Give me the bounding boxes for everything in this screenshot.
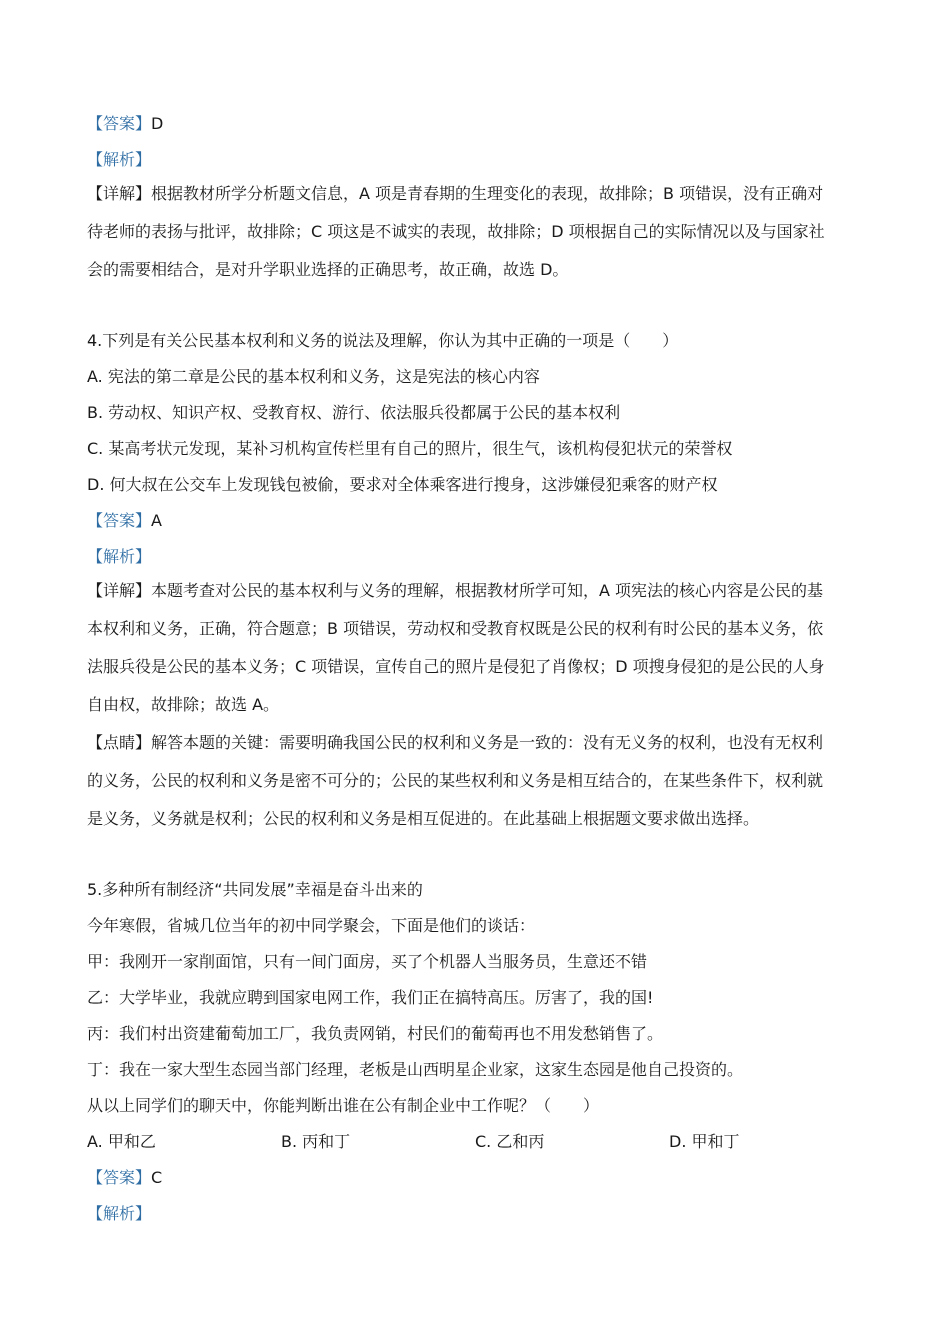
- q4-option-a: A. 宪法的第二章是公民的基本权利和义务，这是宪法的核心内容: [87, 367, 540, 386]
- q5-text-line: 丁：我在一家大型生态园当部门经理，老板是山西明星企业家，这家生态园是他自己投资的。: [87, 1060, 744, 1079]
- q4-option-d: D. 何大叔在公交车上发现钱包被偷，要求对全体乘客进行搜身，这涉嫌侵犯乘客的财产权: [87, 475, 718, 494]
- analysis-tag: 【解析】: [87, 1204, 152, 1223]
- q5-options: [87, 1130, 865, 1154]
- q5-analysis-tag: [87, 1202, 865, 1226]
- q4-option-b: B. 劳动权、知识产权、受教育权、游行、依法服兵役都属于公民的基本权利: [87, 403, 621, 422]
- answer-tag: 【答案】: [87, 511, 152, 530]
- answer-tag: 【答案】: [87, 1168, 152, 1187]
- q5-text-line: 丙：我们村出资建葡萄加工厂，我负责网销，村民们的葡萄再也不用发愁销售了。: [87, 1024, 664, 1043]
- q5-stem: 5.多种所有制经济“共同发展”幸福是奋斗出来的: [87, 880, 423, 899]
- answer-value: A: [151, 511, 162, 530]
- q4-stem: 4.下列是有关公民基本权利和义务的说法及理解，你认为其中正确的一项是（ ）: [87, 331, 679, 350]
- q5-text-line: 今年寒假，省城几位当年的初中同学聚会，下面是他们的谈话：: [87, 916, 536, 935]
- detail-line: 法服兵役是公民的基本义务；C 项错误，宣传自己的照片是侵犯了肖像权；D 项搜身侵犯的是公民的人身: [87, 657, 825, 676]
- q3-answer: [87, 112, 865, 136]
- q5-option-d: D. 甲和丁: [669, 1132, 740, 1151]
- answer-value: C: [151, 1168, 163, 1187]
- q4-detail: [87, 572, 865, 838]
- document-page: [87, 112, 865, 1226]
- detail-line: 【详解】本题考查对公民的基本权利与义务的理解，根据教材所学可知，A 项宪法的核心内容是公民的基: [87, 581, 824, 600]
- q5-answer: [87, 1166, 865, 1190]
- point-line: 的义务，公民的权利和义务是密不可分的；公民的某些权利和义务是相互结合的，在某些条件下，权利就: [87, 771, 824, 790]
- q5-option-a: A. 甲和乙: [87, 1132, 156, 1151]
- q5-option-b: B. 丙和丁: [281, 1132, 351, 1151]
- q4-analysis-tag: [87, 545, 865, 569]
- q5-option-c: C. 乙和丙: [475, 1132, 545, 1151]
- detail-line: 会的需要相结合，是对升学职业选择的正确思考，故正确，故选 D。: [87, 260, 569, 279]
- detail-line: 本权利和义务，正确，符合题意；B 项错误，劳动权和受教育权既是公民的权利有时公民的基本义务，依: [87, 619, 824, 638]
- detail-line: 待老师的表扬与批评，故排除；C 项这是不诚实的表现，故排除；D 项根据自己的实际情况以及与国家社: [87, 222, 825, 241]
- q5-text-line: 乙：大学毕业，我就应聘到国家电网工作，我们正在搞特高压。厉害了，我的国!: [87, 988, 654, 1007]
- q3-analysis-tag: [87, 148, 865, 172]
- point-line: 【点睛】解答本题的关键：需要明确我国公民的权利和义务是一致的：没有无义务的权利，也没有无权利: [87, 733, 824, 752]
- q3-detail: [87, 175, 865, 289]
- q4-answer: [87, 509, 865, 533]
- analysis-tag: 【解析】: [87, 547, 152, 566]
- detail-line: 自由权，故排除；故选 A。: [87, 695, 280, 714]
- analysis-tag: 【解析】: [87, 150, 152, 169]
- q4-option-c: C. 某高考状元发现，某补习机构宣传栏里有自己的照片，很生气，该机构侵犯状元的荣誉权: [87, 439, 733, 458]
- answer-tag: 【答案】: [87, 114, 152, 133]
- point-line: 是义务，义务就是权利；公民的权利和义务是相互促进的。在此基础上根据题文要求做出选择。: [87, 809, 760, 828]
- q5-question-line: 从以上同学们的聊天中，你能判断出谁在公有制企业中工作呢？（ ）: [87, 1096, 600, 1115]
- detail-line: 【详解】根据教材所学分析题文信息，A 项是青春期的生理变化的表现，故排除；B 项错误，没有正确对: [87, 184, 824, 203]
- answer-value: D: [151, 114, 164, 133]
- q5-text-line: 甲：我刚开一家削面馆，只有一间门面房，买了个机器人当服务员，生意还不错: [87, 952, 648, 971]
